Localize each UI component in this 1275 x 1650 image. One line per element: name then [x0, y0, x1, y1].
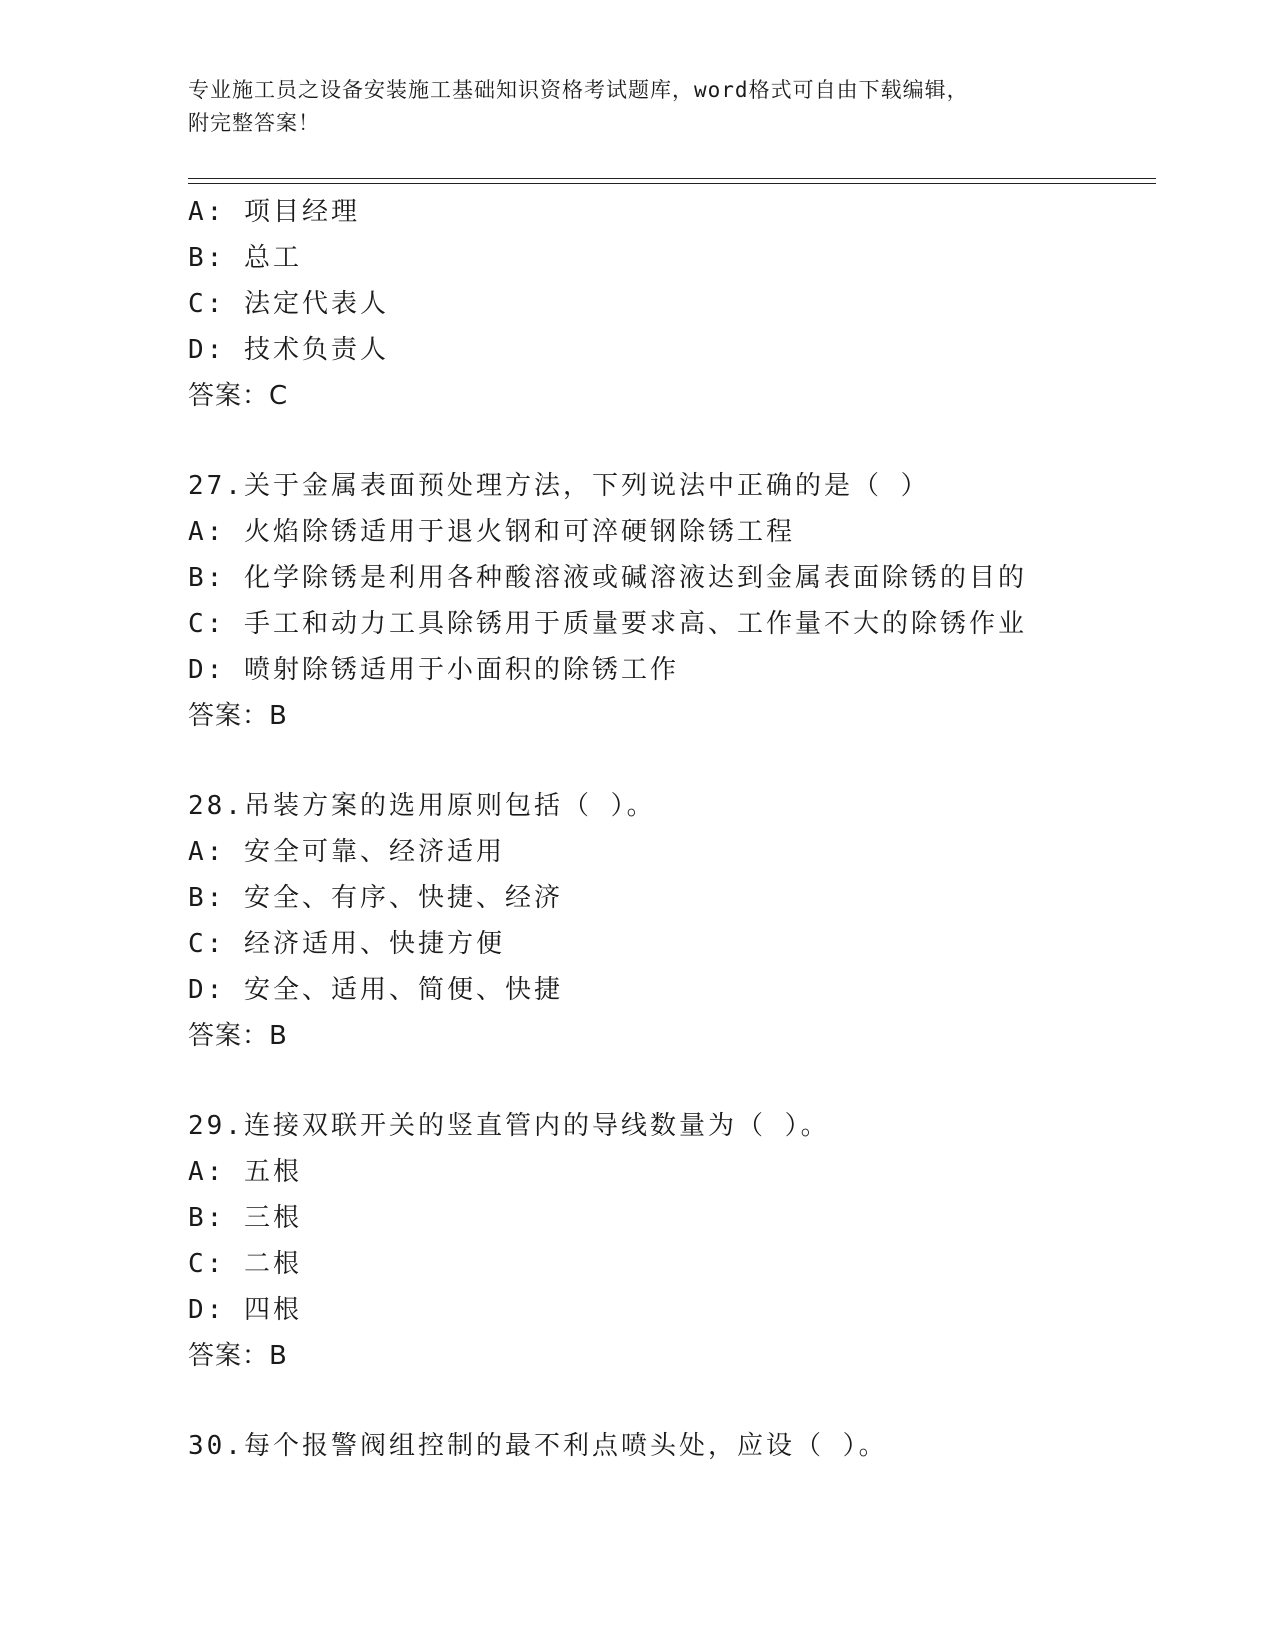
spacer — [188, 1379, 1156, 1423]
question-30 — [188, 1423, 1156, 1469]
option-b: B: 总工 — [188, 243, 302, 273]
question-26 — [188, 189, 1156, 419]
header-line-2: 附完整答案！ — [188, 111, 320, 135]
question-text: 30.每个报警阀组控制的最不利点喷头处，应设（ ）。 — [188, 1431, 888, 1461]
question-text: 29.连接双联开关的竖直管内的导线数量为（ ）。 — [188, 1111, 830, 1141]
header-divider-top — [188, 178, 1156, 179]
option-c: C: 法定代表人 — [188, 289, 389, 319]
option-a: A: 五根 — [188, 1157, 302, 1187]
option-a: A: 火焰除锈适用于退火钢和可淬硬钢除锈工程 — [188, 517, 795, 547]
spacer — [188, 419, 1156, 463]
option-b: B: 三根 — [188, 1203, 302, 1233]
option-d: D: 喷射除锈适用于小面积的除锈工作 — [188, 655, 679, 685]
option-d: D: 安全、适用、简便、快捷 — [188, 975, 563, 1005]
spacer — [188, 739, 1156, 783]
answer-line: 答案：C — [188, 381, 289, 411]
option-b: B: 化学除锈是利用各种酸溶液或碱溶液达到金属表面除锈的目的 — [188, 563, 1027, 593]
header-line-1: 专业施工员之设备安装施工基础知识资格考试题库，word格式可自由下载编辑， — [188, 78, 969, 102]
spacer — [188, 1059, 1156, 1103]
option-d: D: 四根 — [188, 1295, 302, 1325]
option-c: C: 手工和动力工具除锈用于质量要求高、工作量不大的除锈作业 — [188, 609, 1027, 639]
answer-line: 答案：B — [188, 1341, 288, 1371]
question-text: 27.关于金属表面预处理方法，下列说法中正确的是（ ） — [188, 471, 930, 501]
question-list — [188, 189, 1156, 1469]
question-28 — [188, 783, 1156, 1059]
document-header — [188, 74, 1068, 140]
option-b: B: 安全、有序、快捷、经济 — [188, 883, 563, 913]
option-c: C: 二根 — [188, 1249, 302, 1279]
header-divider-bottom — [188, 183, 1156, 184]
option-a: A: 安全可靠、经济适用 — [188, 837, 505, 867]
option-a: A: 项目经理 — [188, 197, 360, 227]
question-27 — [188, 463, 1156, 739]
question-29 — [188, 1103, 1156, 1379]
answer-line: 答案：B — [188, 701, 288, 731]
answer-line: 答案：B — [188, 1021, 288, 1051]
question-text: 28.吊装方案的选用原则包括（ ）。 — [188, 791, 656, 821]
option-c: C: 经济适用、快捷方便 — [188, 929, 505, 959]
option-d: D: 技术负责人 — [188, 335, 389, 365]
